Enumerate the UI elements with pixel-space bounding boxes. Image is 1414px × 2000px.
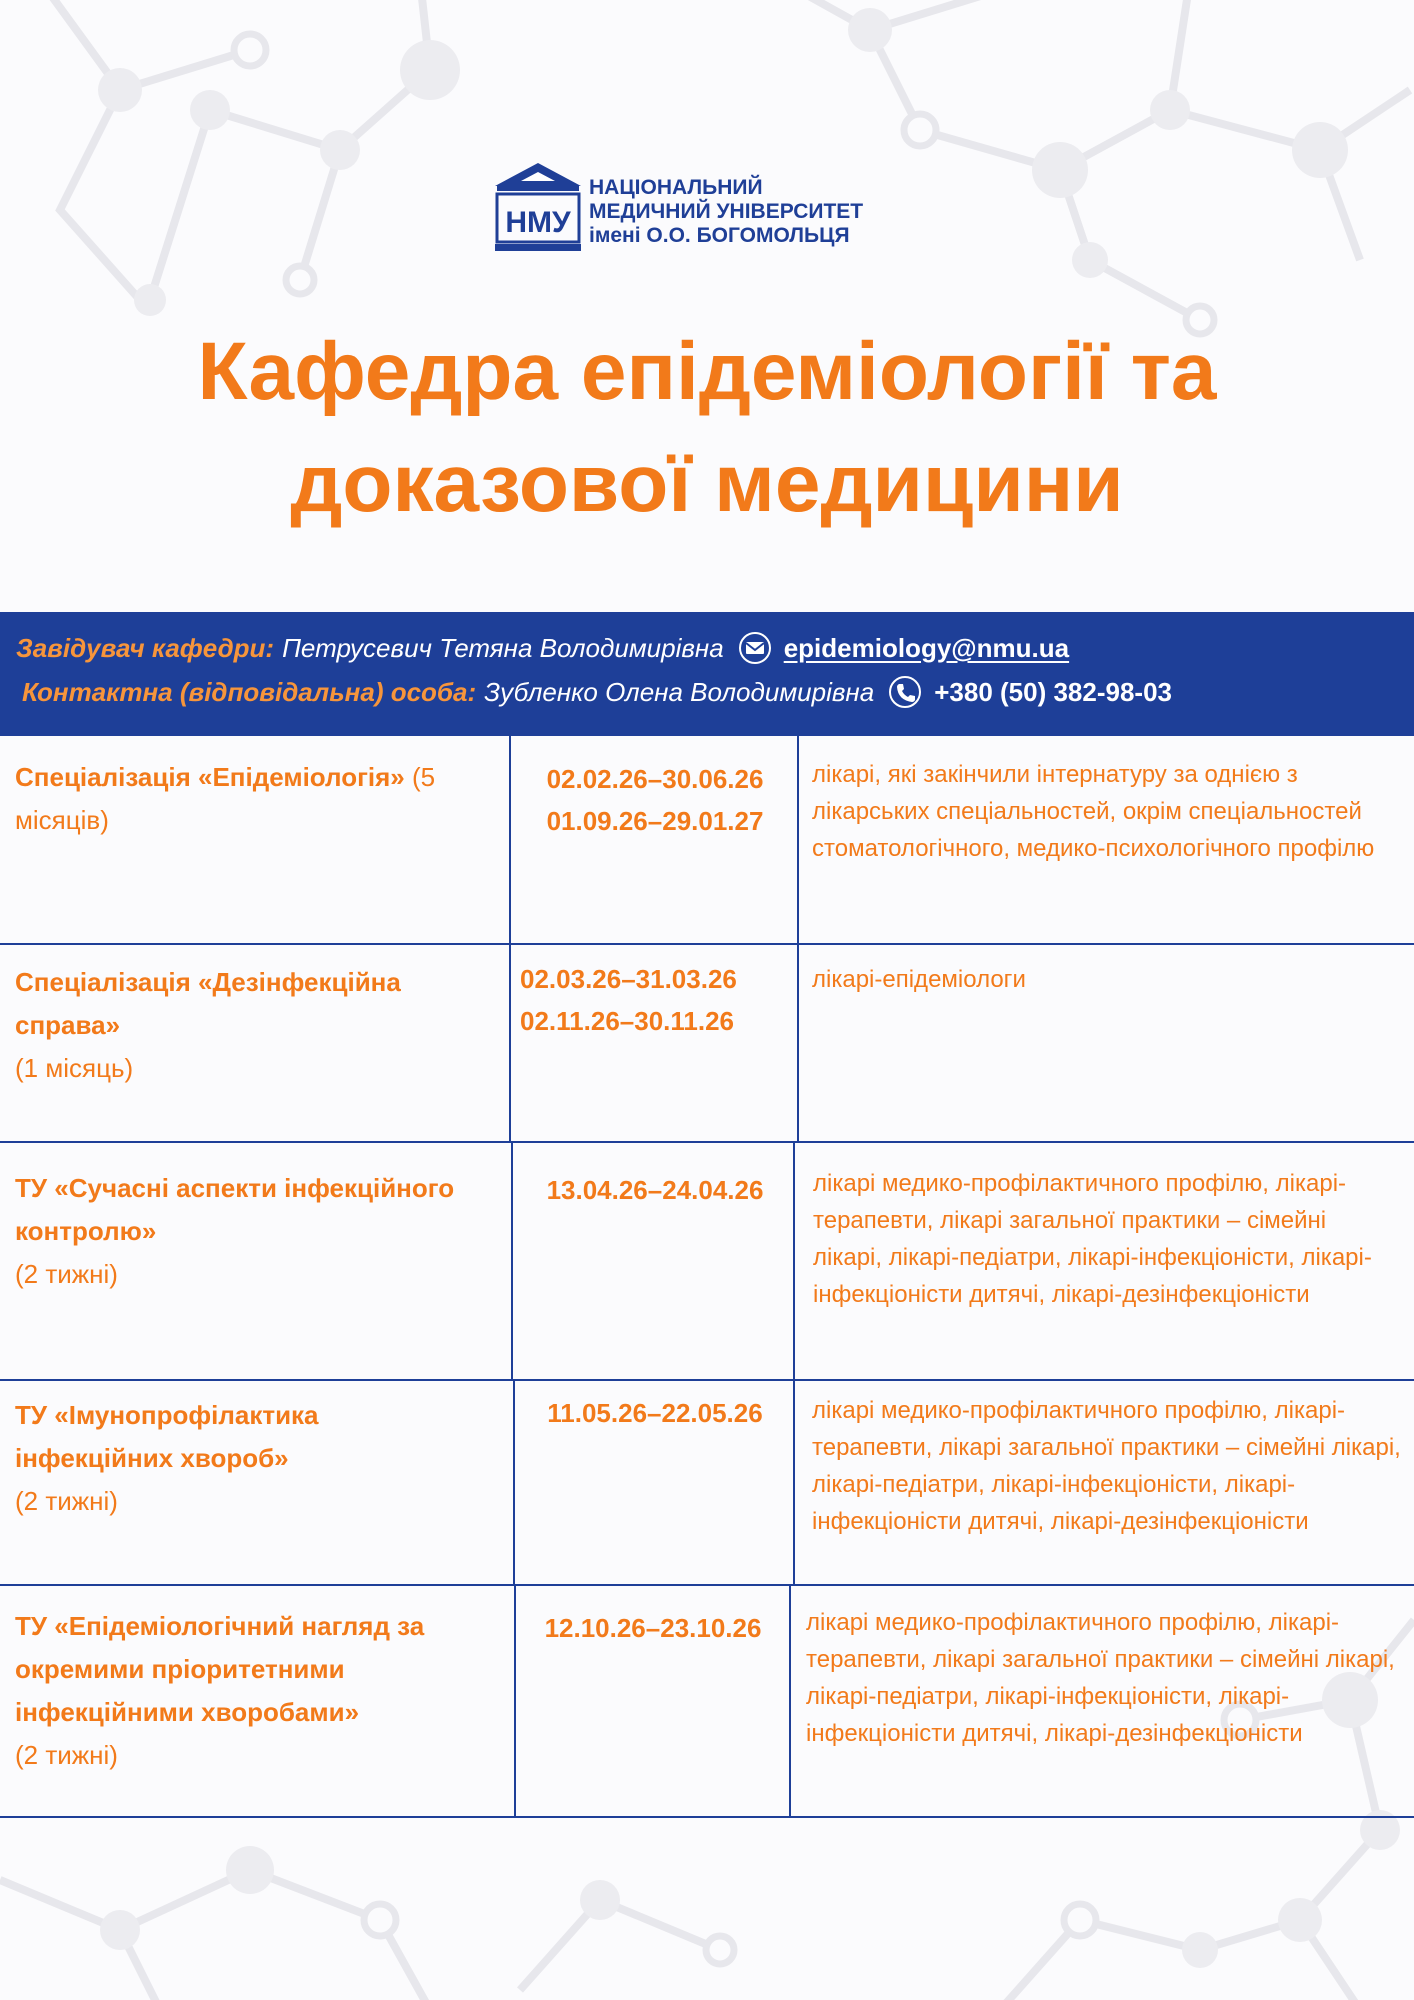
course-audience: лікарі медико-профілактичного профілю, лікарі-терапевти, лікарі загальної практики – сімейні лікарі, лікарі-педіатри, лікарі-інфекціоністи, лікарі-інфекціоністи дитячі, лікарі-дезінфекціоністи <box>806 1609 1395 1747</box>
col-divider <box>793 1142 795 1380</box>
course-dates <box>524 1607 782 1649</box>
contact-label: Контактна (відповідальна) особа: <box>22 676 477 707</box>
date-range: 11.05.26–22.05.26 <box>547 1398 763 1428</box>
course-audience: лікарі, які закінчили інтернатуру за однією з лікарських спеціальностей, окрім спеціальностей стоматологічного, медико-психологічного профілю <box>812 761 1375 862</box>
title-line-2: доказової медицини <box>290 438 1124 529</box>
col-divider <box>513 1380 515 1585</box>
course-dates <box>520 758 790 842</box>
head-label: Завідувач кафедри: <box>16 632 275 663</box>
course-duration: (2 тижні) <box>15 1740 118 1770</box>
row-divider <box>0 1379 1414 1381</box>
logo-line-2: МЕДИЧНИЙ УНІВЕРСИТЕТ <box>589 200 864 223</box>
head-row <box>16 628 1069 668</box>
phone-icon <box>888 675 922 709</box>
course-duration: (5 місяців) <box>15 762 436 835</box>
row-divider <box>0 1584 1414 1586</box>
phone-number[interactable]: +380 (50) 382-98-03 <box>934 676 1173 707</box>
course-title: ТУ «Сучасні аспекти інфекційного контролю» <box>15 1173 455 1246</box>
course-duration: (2 тижні) <box>15 1259 118 1289</box>
row-divider <box>0 1816 1414 1818</box>
head-name: Петрусевич Тетяна Володимирівна <box>282 632 724 663</box>
logo-text <box>589 176 863 248</box>
col-divider <box>789 1585 791 1818</box>
course-audience: лікарі медико-профілактичного профілю, лікарі-терапевти, лікарі загальної практики – сімейні лікарі, лікарі-педіатри, лікарі-інфекціоністи, лікарі-інфекціоністи дитячі, лікарі-дезінфекціоністи <box>812 1397 1401 1535</box>
course-title-cell <box>15 961 480 1090</box>
nmu-emblem-icon <box>493 160 583 256</box>
email-link[interactable]: epidemiology@nmu.ua <box>783 632 1070 663</box>
course-title: Спеціалізація «Дезінфекційна справа» <box>15 967 401 1040</box>
course-dates <box>524 1392 786 1434</box>
course-title-cell <box>15 1394 475 1523</box>
col-divider <box>797 944 799 1142</box>
contact-name: Зубленко Олена Володимирівна <box>484 676 875 707</box>
col-divider <box>797 736 799 944</box>
course-duration: (1 місяць) <box>15 1053 134 1083</box>
col-divider <box>509 944 511 1142</box>
contact-row <box>22 672 1172 712</box>
course-title: ТУ «Епідеміологічний нагляд за окремими пріоритетними інфекційними хворобами» <box>15 1611 425 1727</box>
logo-abbr: НМУ <box>505 206 571 239</box>
courses-table <box>0 736 1414 1818</box>
row-divider <box>0 1141 1414 1143</box>
course-audience: лікарі медико-профілактичного профілю, лікарі-терапевти, лікарі загальної практики – сімейні лікарі, лікарі-педіатри, лікарі-інфекціоністи, лікарі-інфекціоністи дитячі, лікарі-дезінфекціоністи <box>813 1170 1372 1308</box>
course-title-cell <box>15 756 475 842</box>
course-title-cell <box>15 1167 475 1296</box>
logo-line-1: НАЦІОНАЛЬНИЙ <box>589 176 763 199</box>
course-duration: (2 тижні) <box>15 1486 118 1516</box>
email-icon <box>738 631 772 665</box>
course-audience: лікарі-епідеміологи <box>812 966 1026 993</box>
date-range: 02.02.26–30.06.26 <box>546 764 764 794</box>
col-divider <box>514 1585 516 1818</box>
date-range: 02.11.26–30.11.26 <box>520 1006 735 1036</box>
course-title-cell <box>15 1605 505 1777</box>
contact-banner <box>0 612 1414 736</box>
col-divider <box>793 1380 795 1585</box>
course-title: ТУ «Імунопрофілактика інфекційних хвороб» <box>15 1400 319 1473</box>
col-divider <box>509 736 511 944</box>
course-dates <box>520 958 790 1042</box>
date-range: 01.09.26–29.01.27 <box>546 806 764 836</box>
course-dates <box>524 1169 786 1211</box>
title-line-1: Кафедра епідеміології та <box>197 326 1217 417</box>
page-title <box>0 316 1414 540</box>
date-range: 12.10.26–23.10.26 <box>544 1613 762 1643</box>
row-divider <box>0 943 1414 945</box>
course-title: Спеціалізація «Епідеміологія» <box>15 762 405 792</box>
date-range: 02.03.26–31.03.26 <box>520 964 737 994</box>
university-logo <box>493 160 933 260</box>
col-divider <box>511 1142 513 1380</box>
logo-line-3: імені О.О. БОГОМОЛЬЦЯ <box>589 224 850 247</box>
date-range: 13.04.26–24.04.26 <box>546 1175 764 1205</box>
